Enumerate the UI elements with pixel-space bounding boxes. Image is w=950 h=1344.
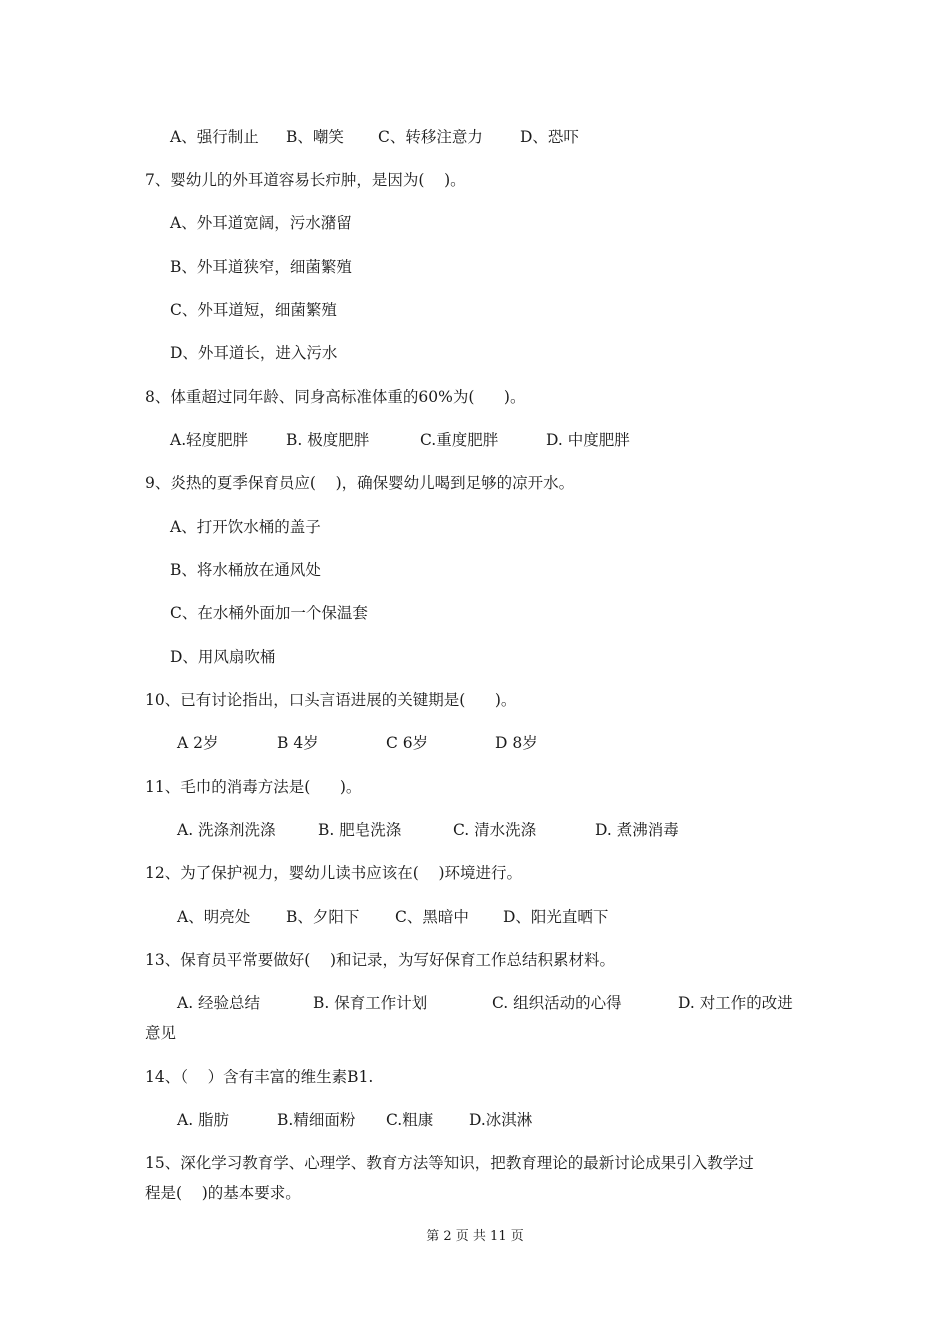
q6-option-d: D、恐吓: [520, 128, 579, 146]
q7-option-c: C、外耳道短，细菌繁殖: [170, 301, 337, 319]
q13-stem: 13、保育员平常要做好( )和记录，为写好保育工作总结积累材料。: [145, 951, 616, 969]
q8-option-b: B. 极度肥胖: [286, 431, 370, 449]
q6-option-c: C、转移注意力: [378, 128, 483, 146]
q14-option-b: B.精细面粉: [277, 1111, 356, 1129]
q9-option-c: C、在水桶外面加一个保温套: [170, 604, 368, 622]
q10-stem: 10、已有讨论指出，口头言语进展的关键期是( )。: [145, 691, 517, 709]
q13-option-c: C. 组织活动的心得: [492, 994, 622, 1012]
q12-option-a: A、明亮处: [177, 908, 251, 926]
q12-stem: 12、为了保护视力，婴幼儿读书应该在( )环境进行。: [145, 864, 523, 882]
q7-option-d: D、外耳道长，进入污水: [170, 344, 338, 362]
q14-option-d: D.冰淇淋: [469, 1111, 533, 1129]
q11-option-d: D. 煮沸消毒: [595, 821, 679, 839]
q8-option-c: C.重度肥胖: [420, 431, 499, 449]
q9-option-d: D、用风扇吹桶: [170, 648, 276, 666]
q8-option-a: A.轻度肥胖: [170, 431, 249, 449]
q7-option-b: B、外耳道狭窄，细菌繁殖: [170, 258, 352, 276]
q10-option-b: B 4岁: [277, 734, 319, 752]
q8-stem: 8、体重超过同年龄、同身高标准体重的60%为( )。: [145, 388, 526, 406]
q13-option-b: B. 保育工作计划: [313, 994, 428, 1012]
q11-option-c: C. 清水洗涤: [453, 821, 537, 839]
q13-option-d: D. 对工作的改进: [678, 994, 793, 1012]
q6-option-a: A、强行制止: [170, 128, 259, 146]
q13-option-d-wrap: 意见: [145, 1024, 177, 1042]
q7-stem: 7、婴幼儿的外耳道容易长疖肿，是因为( )。: [145, 171, 466, 189]
q10-option-c: C 6岁: [386, 734, 429, 752]
q9-stem: 9、炎热的夏季保育员应( )，确保婴幼儿喝到足够的凉开水。: [145, 474, 575, 492]
q9-option-a: A、打开饮水桶的盖子: [170, 518, 321, 536]
page-number-footer: 第 2 页 共 11 页: [426, 1229, 524, 1244]
q11-option-b: B. 肥皂洗涤: [318, 821, 402, 839]
q9-option-b: B、将水桶放在通风处: [170, 561, 321, 579]
q11-stem: 11、毛巾的消毒方法是( )。: [145, 778, 362, 796]
q15-stem-line2: 程是( )的基本要求。: [145, 1184, 301, 1202]
q6-option-b: B、嘲笑: [286, 128, 344, 146]
q10-option-a: A 2岁: [177, 734, 219, 752]
q8-option-d: D. 中度肥胖: [546, 431, 630, 449]
q15-stem-line1: 15、深化学习教育学、心理学、教育方法等知识，把教育理论的最新讨论成果引入教学过: [145, 1154, 754, 1172]
q13-option-a: A. 经验总结: [177, 994, 261, 1012]
q14-option-a: A. 脂肪: [177, 1111, 230, 1129]
q14-option-c: C.粗康: [386, 1111, 434, 1129]
q12-option-b: B、夕阳下: [286, 908, 360, 926]
q12-option-c: C、黑暗中: [395, 908, 469, 926]
q12-option-d: D、阳光直晒下: [503, 908, 609, 926]
q10-option-d: D 8岁: [495, 734, 538, 752]
q7-option-a: A、外耳道宽阔，污水潴留: [170, 214, 352, 232]
q11-option-a: A. 洗涤剂洗涤: [177, 821, 276, 839]
q14-stem: 14、（ ）含有丰富的维生素B1.: [145, 1068, 374, 1086]
